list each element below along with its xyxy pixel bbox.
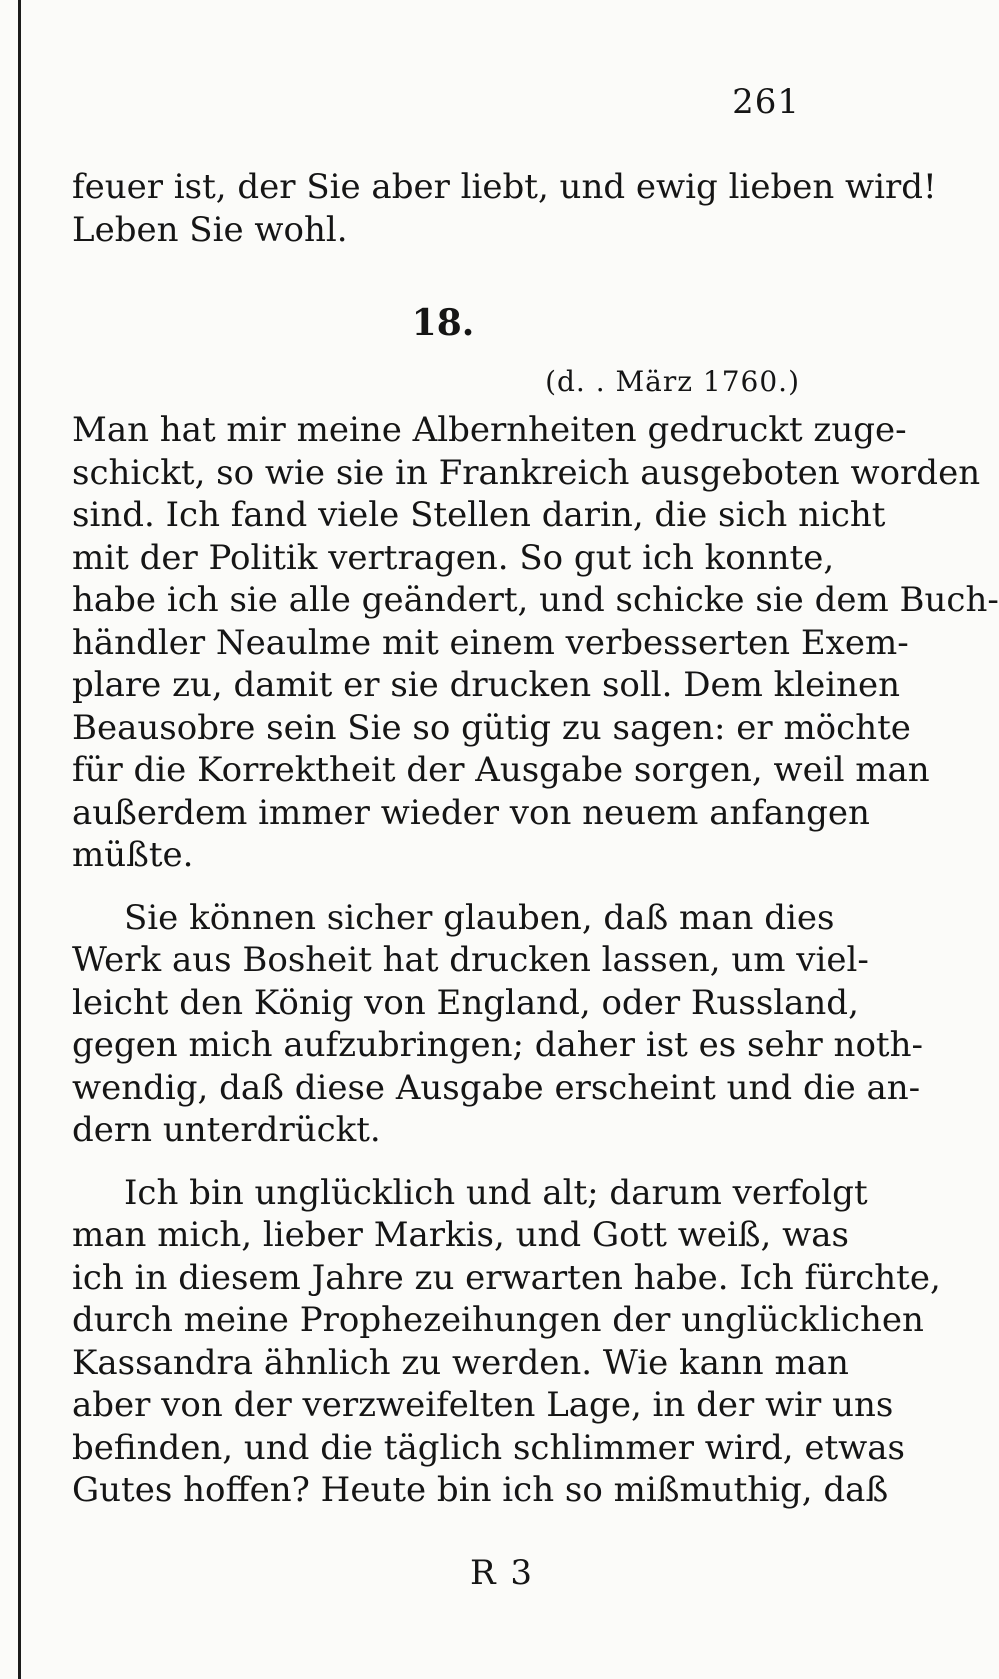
text-line: mit der Politik vertragen. So gut ich konnte, — [72, 537, 835, 578]
text-line: Werk aus Bosheit hat drucken lassen, um viel- — [72, 940, 869, 980]
text-line: Kassandra ähnlich zu werden. Wie kann man — [72, 1342, 849, 1383]
text-line: Ich bin unglücklich und alt; darum verfolgt — [124, 1172, 868, 1213]
signature-mark: R 3 — [470, 1553, 535, 1593]
letter-paragraph-3 — [72, 1172, 941, 1512]
letter-number: 18. — [411, 302, 475, 344]
text-line: Gutes hoffen? Heute bin ich so mißmuthig, daß — [72, 1470, 889, 1510]
text-line: ich in diesem Jahre zu erwarten habe. Ich fürchte, — [72, 1257, 941, 1298]
page-binding-edge — [18, 0, 21, 1679]
text-line: befinden, und die täglich schlimmer wird, etwas — [72, 1427, 905, 1468]
text-line: sind. Ich fand viele Stellen darin, die sich nicht — [72, 495, 886, 535]
text-line: dern unterdrückt. — [72, 1110, 381, 1150]
page-number: 261 — [732, 82, 800, 122]
letter-paragraph-1 — [72, 409, 999, 877]
text-line: durch meine Prophezeihungen der unglücklichen — [72, 1300, 924, 1340]
text-line: Sie können sicher glauben, daß man dies — [124, 897, 835, 938]
text-line: für die Korrektheit der Ausgabe sorgen, weil man — [72, 750, 930, 790]
page-body — [72, 166, 999, 1532]
letter-paragraph-2 — [72, 897, 923, 1152]
text-line: müßte. — [72, 835, 194, 875]
text-line: feuer ist, der Sie aber liebt, und ewig lieben wird! — [72, 167, 937, 207]
text-line: man mich, lieber Markis, und Gott weiß, was — [72, 1215, 849, 1255]
continuation-paragraph — [72, 166, 937, 251]
text-line: schickt, so wie sie in Frankreich ausgeboten worden — [72, 452, 981, 493]
text-line: außerdem immer wieder von neuem anfangen — [72, 792, 870, 833]
text-line: händler Neaulme mit einem verbesserten Exem- — [72, 622, 909, 663]
text-line: aber von der verzweifelten Lage, in der wir uns — [72, 1385, 894, 1425]
text-line: leicht den König von England, oder Russland, — [72, 982, 859, 1023]
text-line: Man hat mir meine Albernheiten gedruckt zuge- — [72, 410, 907, 450]
text-line: gegen mich aufzubringen; daher ist es sehr noth- — [72, 1025, 923, 1065]
text-line: Leben Sie wohl. — [72, 209, 348, 250]
text-line: wendig, daß diese Ausgabe erscheint und die an- — [72, 1067, 921, 1108]
text-line: habe ich sie alle geändert, und schicke sie dem Buch- — [72, 580, 999, 620]
letter-date: (d. . März 1760.) — [545, 365, 800, 398]
text-line: plare zu, damit er sie drucken soll. Dem kleinen — [72, 665, 901, 705]
text-line: Beausobre sein Sie so gütig zu sagen: er möchte — [72, 707, 911, 748]
